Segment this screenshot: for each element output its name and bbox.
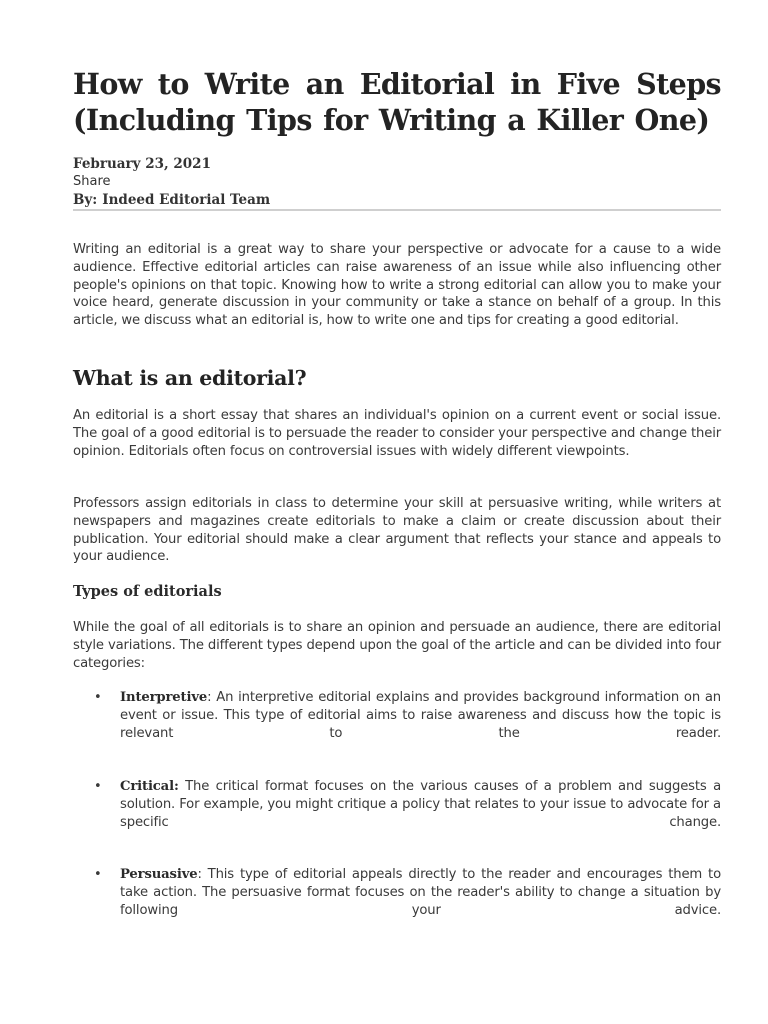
list-item-separator: :: [197, 867, 202, 882]
intro-paragraph: Writing an editorial is a great way to share your perspective or advocate for a cause to a wide audience. Effective editorial articles can raise awareness of an issue while also influencing other people's opinions on that topic. Knowing how to write a strong editorial can allow you to make your voice heard, generate discussion in your community or take a stance on behalf of a group. In this article, we discuss what an editorial is, how to write one and tips for creating a good editorial.: [73, 242, 721, 329]
list-item-body: An interpretive editorial explains and provides background information on an event or issue. This type of editorial aims to raise awareness and discuss how the topic is relevant to the reader.: [120, 690, 721, 741]
list-item-text: [120, 778, 721, 831]
subsection-heading: Types of editorials: [73, 583, 222, 600]
author-name: Indeed Editorial Team: [102, 192, 271, 208]
list-item-text: [120, 866, 721, 919]
definition-paragraph: An editorial is a short essay that shares an individual's opinion on a current event or social issue. The goal of a good editorial is to persuade the reader to consider your perspective and change their opinion. Editorials often focus on controversial issues with widely different viewpoints.: [73, 408, 721, 459]
list-item-separator: :: [207, 690, 212, 705]
byline: [73, 191, 721, 209]
article-meta: [73, 155, 721, 209]
bullet-icon: •: [94, 867, 102, 882]
section-heading: What is an editorial?: [73, 366, 307, 390]
list-item-term: Interpretive: [120, 690, 208, 705]
types-intro-paragraph: While the goal of all editorials is to share an opinion and persuade an audience, there are editorial style variations. The different types depend upon the goal of the article and can be divided into four categories:: [73, 620, 721, 671]
publish-date: February 23, 2021: [73, 156, 211, 172]
list-item-text: [120, 689, 721, 742]
header-divider: [73, 209, 721, 211]
purpose-paragraph: Professors assign editorials in class to determine your skill at persuasive writing, while writers at newspapers and magazines create editorials to make a claim or create discussion about their publication. Your editorial should make a clear argument that reflects your stance and appeals to your audience.: [73, 496, 721, 565]
share-link[interactable]: Share: [73, 174, 111, 189]
list-item-body: This type of editorial appeals directly to the reader and encourages them to take action. The persuasive format focuses on the reader's ability to change a situation by following your advice.: [120, 867, 721, 918]
byline-prefix: By:: [73, 192, 98, 208]
list-item-term: Persuasive: [120, 867, 198, 882]
bullet-icon: •: [94, 779, 102, 794]
article-title: How to Write an Editorial in Five Steps (Including Tips for Writing a Killer One): [73, 67, 721, 137]
list-item-term: Critical:: [120, 779, 179, 794]
bullet-icon: •: [94, 690, 102, 705]
list-item-body: The critical format focuses on the various causes of a problem and suggests a solution. For example, you might critique a policy that relates to your issue to advocate for a specific change.: [120, 779, 721, 830]
